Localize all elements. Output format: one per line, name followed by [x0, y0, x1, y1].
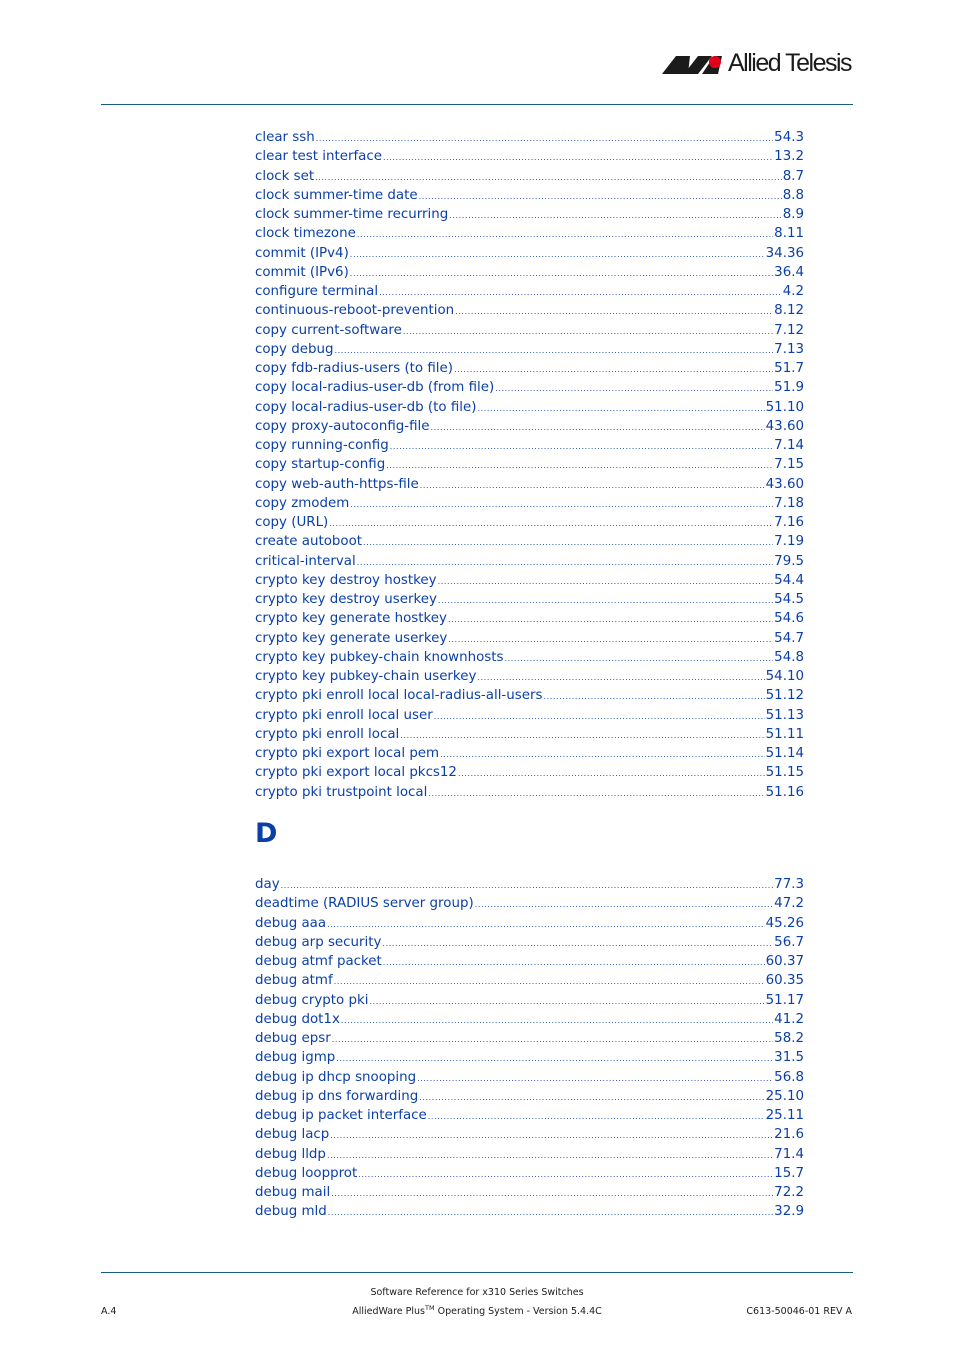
index-entry[interactable] — [255, 973, 804, 992]
index-entry-page[interactable]: 51.17 — [765, 992, 804, 1008]
index-entry-term[interactable]: copy current-software — [255, 322, 402, 338]
index-entry[interactable] — [255, 400, 804, 419]
index-entry-term[interactable]: copy local-radius-user-db (to file) — [255, 399, 477, 415]
index-entry[interactable] — [255, 457, 804, 476]
index-entry-term[interactable]: debug dot1x — [255, 1011, 340, 1027]
index-entry-page[interactable]: 13.2 — [774, 149, 804, 165]
index-entry[interactable] — [255, 746, 804, 765]
index-entry[interactable] — [255, 1204, 804, 1223]
index-entry[interactable] — [255, 708, 804, 727]
dot-leader — [449, 212, 781, 220]
index-entry-term[interactable]: debug ip dhcp snooping — [255, 1069, 417, 1085]
index-entry-page[interactable]: 7.18 — [774, 495, 804, 511]
dot-leader — [341, 1017, 773, 1025]
index-entry-term[interactable]: crypto pki export local pem — [255, 746, 440, 761]
index-entry-term[interactable]: copy local-radius-user-db (from file) — [255, 380, 495, 396]
index-entry[interactable] — [255, 1031, 804, 1050]
index-entry[interactable] — [255, 765, 804, 784]
index-entry-term[interactable]: crypto key generate hostkey — [255, 611, 447, 627]
dot-leader — [428, 790, 764, 798]
dot-leader — [327, 921, 765, 929]
index-entry[interactable] — [255, 342, 804, 361]
index-entry[interactable] — [255, 207, 804, 226]
dot-leader — [383, 959, 765, 967]
index-entry-page[interactable]: 56.8 — [774, 1069, 804, 1085]
index-entry-page[interactable]: 32.9 — [774, 1204, 804, 1220]
index-entry-page[interactable]: 60.35 — [765, 973, 804, 989]
index-entry-page[interactable]: 72.2 — [774, 1185, 804, 1200]
index-entry-page[interactable]: 41.2 — [774, 1011, 804, 1027]
index-entry-term[interactable]: crypto pki enroll local user — [255, 707, 433, 723]
dot-leader — [327, 1152, 773, 1160]
index-entry[interactable] — [255, 688, 804, 707]
index-entry[interactable] — [255, 1127, 804, 1146]
index-entry[interactable] — [255, 477, 804, 496]
index-entry[interactable] — [255, 419, 804, 438]
dot-leader — [331, 1190, 773, 1198]
dot-leader — [448, 616, 773, 624]
index-entry[interactable] — [255, 1089, 804, 1108]
dot-leader — [458, 770, 765, 778]
index-entry-page[interactable]: 34.36 — [765, 245, 804, 261]
footer-divider — [101, 1272, 853, 1273]
index-entry-term[interactable]: debug epsr — [255, 1031, 331, 1046]
index-entry-term[interactable]: day — [255, 877, 280, 892]
index-entry-term[interactable]: crypto key pubkey-chain knownhosts — [255, 649, 504, 665]
index-entry[interactable] — [255, 130, 804, 149]
index-entry-term[interactable]: clear test interface — [255, 149, 382, 165]
index-entry-page[interactable]: 45.26 — [765, 915, 804, 931]
index-entry-term[interactable]: copy proxy-autoconfig-file — [255, 418, 430, 434]
dot-leader — [543, 693, 764, 701]
index-entry[interactable] — [255, 303, 804, 322]
index-entry-page[interactable]: 58.2 — [774, 1031, 804, 1046]
dot-leader — [329, 520, 773, 528]
dot-leader — [358, 1171, 773, 1179]
dot-leader — [428, 1113, 765, 1121]
index-entry-term[interactable]: crypto key pubkey-chain userkey — [255, 669, 477, 684]
index-entry-page[interactable]: 51.16 — [765, 784, 804, 800]
index-entry-page[interactable]: 15.7 — [774, 1165, 804, 1181]
index-entry-term[interactable]: crypto pki trustpoint local — [255, 784, 428, 800]
index-entry-term[interactable]: create autoboot — [255, 534, 363, 550]
dot-leader — [350, 251, 765, 259]
index-entry-term[interactable]: copy startup-config — [255, 457, 386, 473]
index-entry[interactable] — [255, 1070, 804, 1089]
dot-leader — [504, 655, 773, 663]
index-entry-page[interactable]: 51.15 — [765, 765, 804, 781]
index-entry-page[interactable]: 51.14 — [765, 746, 804, 761]
index-entry-page[interactable]: 47.2 — [774, 896, 804, 912]
index-entry[interactable] — [255, 592, 804, 611]
index-entry-page[interactable]: 8.7 — [782, 168, 804, 184]
index-entry-term[interactable]: debug atmf — [255, 973, 333, 989]
index-entry-term[interactable]: crypto key destroy userkey — [255, 592, 437, 607]
index-entry[interactable] — [255, 438, 804, 457]
dot-leader — [316, 135, 773, 143]
index-entry-page[interactable]: 7.12 — [774, 322, 804, 338]
index-entry-page[interactable]: 25.10 — [765, 1088, 804, 1104]
dot-leader — [448, 636, 773, 644]
dot-leader — [369, 998, 764, 1006]
dot-leader — [440, 751, 765, 759]
dot-leader — [434, 713, 765, 721]
index-entry-page[interactable]: 60.37 — [765, 954, 804, 969]
section-letter-d: D — [255, 818, 278, 849]
index-entry[interactable] — [255, 380, 804, 399]
dot-leader — [417, 1075, 773, 1083]
index-entry-term[interactable]: debug ip dns forwarding — [255, 1088, 419, 1104]
dot-leader — [400, 732, 764, 740]
index-entry[interactable] — [255, 554, 804, 573]
dot-leader — [334, 978, 765, 986]
index-entry-page[interactable]: 54.8 — [774, 649, 804, 665]
index-entry[interactable] — [255, 284, 804, 303]
index-entry-term[interactable]: continuous-reboot-prevention — [255, 303, 455, 319]
index-entry[interactable] — [255, 534, 804, 553]
index-entry-term[interactable]: debug atmf packet — [255, 954, 382, 969]
footer-doc-code: C613-50046-01 REV A — [746, 1306, 852, 1317]
dot-leader — [390, 443, 773, 451]
index-entry-term[interactable]: crypto pki enroll local — [255, 726, 400, 742]
index-entry-page[interactable]: 54.4 — [774, 572, 804, 588]
dot-leader — [379, 289, 782, 297]
index-entry-page[interactable]: 43.60 — [765, 418, 804, 434]
index-entry-term[interactable]: crypto key destroy hostkey — [255, 572, 437, 588]
index-entry-page[interactable]: 4.2 — [782, 284, 804, 299]
index-entry-term[interactable]: clock summer-time date — [255, 187, 418, 203]
index-entry[interactable] — [255, 188, 804, 207]
index-entry-term[interactable]: clock summer-time recurring — [255, 207, 449, 222]
index-entry-term[interactable]: copy web-auth-https-file — [255, 476, 419, 492]
index-entry-page[interactable]: 54.5 — [774, 592, 804, 607]
index-entry-page[interactable]: 71.4 — [774, 1146, 804, 1162]
dot-leader — [495, 385, 773, 393]
dot-leader — [454, 366, 773, 374]
index-entry[interactable] — [255, 323, 804, 342]
index-entry-page[interactable]: 8.8 — [782, 187, 804, 203]
index-entry-page[interactable]: 8.11 — [774, 226, 804, 242]
index-entry[interactable] — [255, 916, 804, 935]
dot-leader — [332, 1036, 773, 1044]
index-entry-term[interactable]: copy zmodem — [255, 495, 350, 511]
dot-leader — [403, 328, 773, 336]
footer-title: Software Reference for x310 Series Switches — [370, 1287, 584, 1298]
index-entry[interactable] — [255, 496, 804, 515]
index-entry-page[interactable]: 7.15 — [774, 457, 804, 473]
index-entry[interactable] — [255, 1012, 804, 1031]
index-entry[interactable] — [255, 1166, 804, 1185]
index-entry[interactable] — [255, 993, 804, 1012]
footer-version-text: Operating System - Version 5.4.4C — [434, 1306, 602, 1318]
index-entry-page[interactable]: 51.11 — [765, 726, 804, 742]
index-entry[interactable] — [255, 727, 804, 746]
index-entry[interactable] — [255, 611, 804, 630]
index-entry[interactable] — [255, 1147, 804, 1166]
dot-leader — [350, 501, 773, 509]
index-entry[interactable] — [255, 169, 804, 188]
dot-leader — [438, 578, 774, 586]
index-entry-term[interactable]: clock set — [255, 168, 315, 184]
index-entry-term[interactable]: debug igmp — [255, 1050, 336, 1066]
index-entry-term[interactable]: copy (URL) — [255, 515, 329, 530]
index-entry-term[interactable]: commit (IPv6) — [255, 264, 349, 280]
index-entry-page[interactable]: 7.16 — [774, 515, 804, 530]
index-entry-page[interactable]: 77.3 — [774, 877, 804, 892]
dot-leader — [357, 559, 773, 567]
index-entry-page[interactable]: 21.6 — [774, 1127, 804, 1143]
index-entry-page[interactable]: 7.14 — [774, 438, 804, 453]
header-divider — [101, 104, 853, 105]
index-entry-page[interactable]: 51.10 — [765, 399, 804, 415]
index-entry-page[interactable]: 56.7 — [774, 934, 804, 950]
index-entry-term[interactable]: copy debug — [255, 341, 334, 357]
index-entry-page[interactable]: 7.19 — [774, 534, 804, 550]
footer-product: AlliedWare Plus — [352, 1306, 426, 1318]
index-entry-term[interactable]: debug aaa — [255, 915, 327, 931]
index-entry-term[interactable]: debug arp security — [255, 934, 382, 950]
index-entry-term[interactable]: deadtime (RADIUS server group) — [255, 896, 474, 912]
dot-leader — [420, 482, 765, 490]
index-entry-page[interactable]: 51.7 — [774, 361, 804, 376]
dot-leader — [330, 1132, 773, 1140]
index-entry-term[interactable]: crypto pki enroll local local-radius-all-users — [255, 688, 543, 704]
index-entry[interactable] — [255, 650, 804, 669]
index-entry-term[interactable]: crypto pki export local pkcs12 — [255, 765, 457, 781]
footer-trademark: TM — [425, 1304, 435, 1312]
index-entry[interactable] — [255, 631, 804, 650]
index-entry-page[interactable]: 31.5 — [774, 1050, 804, 1066]
index-entry[interactable] — [255, 1185, 804, 1204]
dot-leader — [455, 308, 773, 316]
index-entry-page[interactable]: 43.60 — [765, 476, 804, 492]
index-entry[interactable] — [255, 954, 804, 973]
dot-leader — [477, 405, 764, 413]
index-entry[interactable] — [255, 785, 804, 804]
dot-leader — [315, 174, 782, 182]
index-entry-page[interactable]: 51.9 — [774, 380, 804, 396]
dot-leader — [334, 347, 773, 355]
dot-leader — [419, 1094, 764, 1102]
index-entry-page[interactable]: 8.12 — [774, 303, 804, 319]
dot-leader — [357, 231, 773, 239]
index-entry[interactable] — [255, 573, 804, 592]
dot-leader — [383, 154, 773, 162]
index-entry[interactable] — [255, 149, 804, 168]
dot-leader — [475, 901, 773, 909]
dot-leader — [363, 539, 773, 547]
dot-leader — [350, 270, 773, 278]
index-list-d — [255, 877, 804, 1224]
index-entry-term[interactable]: clear ssh — [255, 130, 315, 145]
dot-leader — [382, 940, 773, 948]
index-entry-term[interactable]: crypto key generate userkey — [255, 630, 448, 646]
index-entry-page[interactable]: 54.7 — [774, 630, 804, 646]
index-entry[interactable] — [255, 361, 804, 380]
dot-leader — [477, 674, 764, 682]
index-entry-term[interactable]: debug lldp — [255, 1146, 326, 1162]
index-entry-term[interactable]: debug mld — [255, 1204, 327, 1220]
index-entry[interactable] — [255, 1108, 804, 1127]
index-entry-term[interactable]: debug ip packet interface — [255, 1108, 427, 1123]
dot-leader — [438, 597, 773, 605]
dot-leader — [281, 882, 774, 890]
dot-leader — [336, 1055, 773, 1063]
index-entry[interactable] — [255, 265, 804, 284]
index-list-c — [255, 130, 804, 804]
company-name: Allied Telesis — [728, 49, 852, 77]
index-entry-page[interactable]: 51.12 — [765, 688, 804, 704]
index-entry-page[interactable]: 54.6 — [774, 611, 804, 627]
index-entry[interactable] — [255, 226, 804, 245]
index-entry[interactable] — [255, 896, 804, 915]
dot-leader — [328, 1209, 773, 1217]
index-entry-term[interactable]: copy fdb-radius-users (to file) — [255, 361, 453, 376]
index-entry[interactable] — [255, 246, 804, 265]
index-entry[interactable] — [255, 515, 804, 534]
index-entry[interactable] — [255, 877, 804, 896]
index-entry[interactable] — [255, 669, 804, 688]
index-entry-term[interactable]: critical-interval — [255, 553, 356, 569]
index-entry-term[interactable]: configure terminal — [255, 284, 379, 299]
dot-leader — [419, 193, 782, 201]
index-entry-page[interactable]: 25.11 — [765, 1108, 804, 1123]
index-entry-term[interactable]: debug lacp — [255, 1127, 330, 1143]
index-entry[interactable] — [255, 1050, 804, 1069]
index-entry-term[interactable]: copy running-config — [255, 438, 389, 453]
index-entry-page[interactable]: 7.13 — [774, 341, 804, 357]
index-entry-term[interactable]: commit (IPv4) — [255, 245, 349, 261]
index-entry-page[interactable]: 51.13 — [765, 707, 804, 723]
index-entry-page[interactable]: 54.3 — [774, 130, 804, 145]
index-entry-term[interactable]: clock timezone — [255, 226, 356, 242]
index-entry-page[interactable]: 8.9 — [782, 207, 804, 222]
dot-leader — [431, 424, 765, 432]
index-entry[interactable] — [255, 935, 804, 954]
index-entry-page[interactable]: 54.10 — [765, 669, 804, 684]
index-entry-term[interactable]: debug mail — [255, 1185, 331, 1200]
index-entry-page[interactable]: 79.5 — [774, 553, 804, 569]
footer-page-number: A.4 — [101, 1306, 117, 1317]
index-entry-page[interactable]: 36.4 — [774, 264, 804, 280]
index-entry-term[interactable]: debug loopprot — [255, 1165, 358, 1181]
index-entry-term[interactable]: debug crypto pki — [255, 992, 369, 1008]
dot-leader — [386, 462, 773, 470]
